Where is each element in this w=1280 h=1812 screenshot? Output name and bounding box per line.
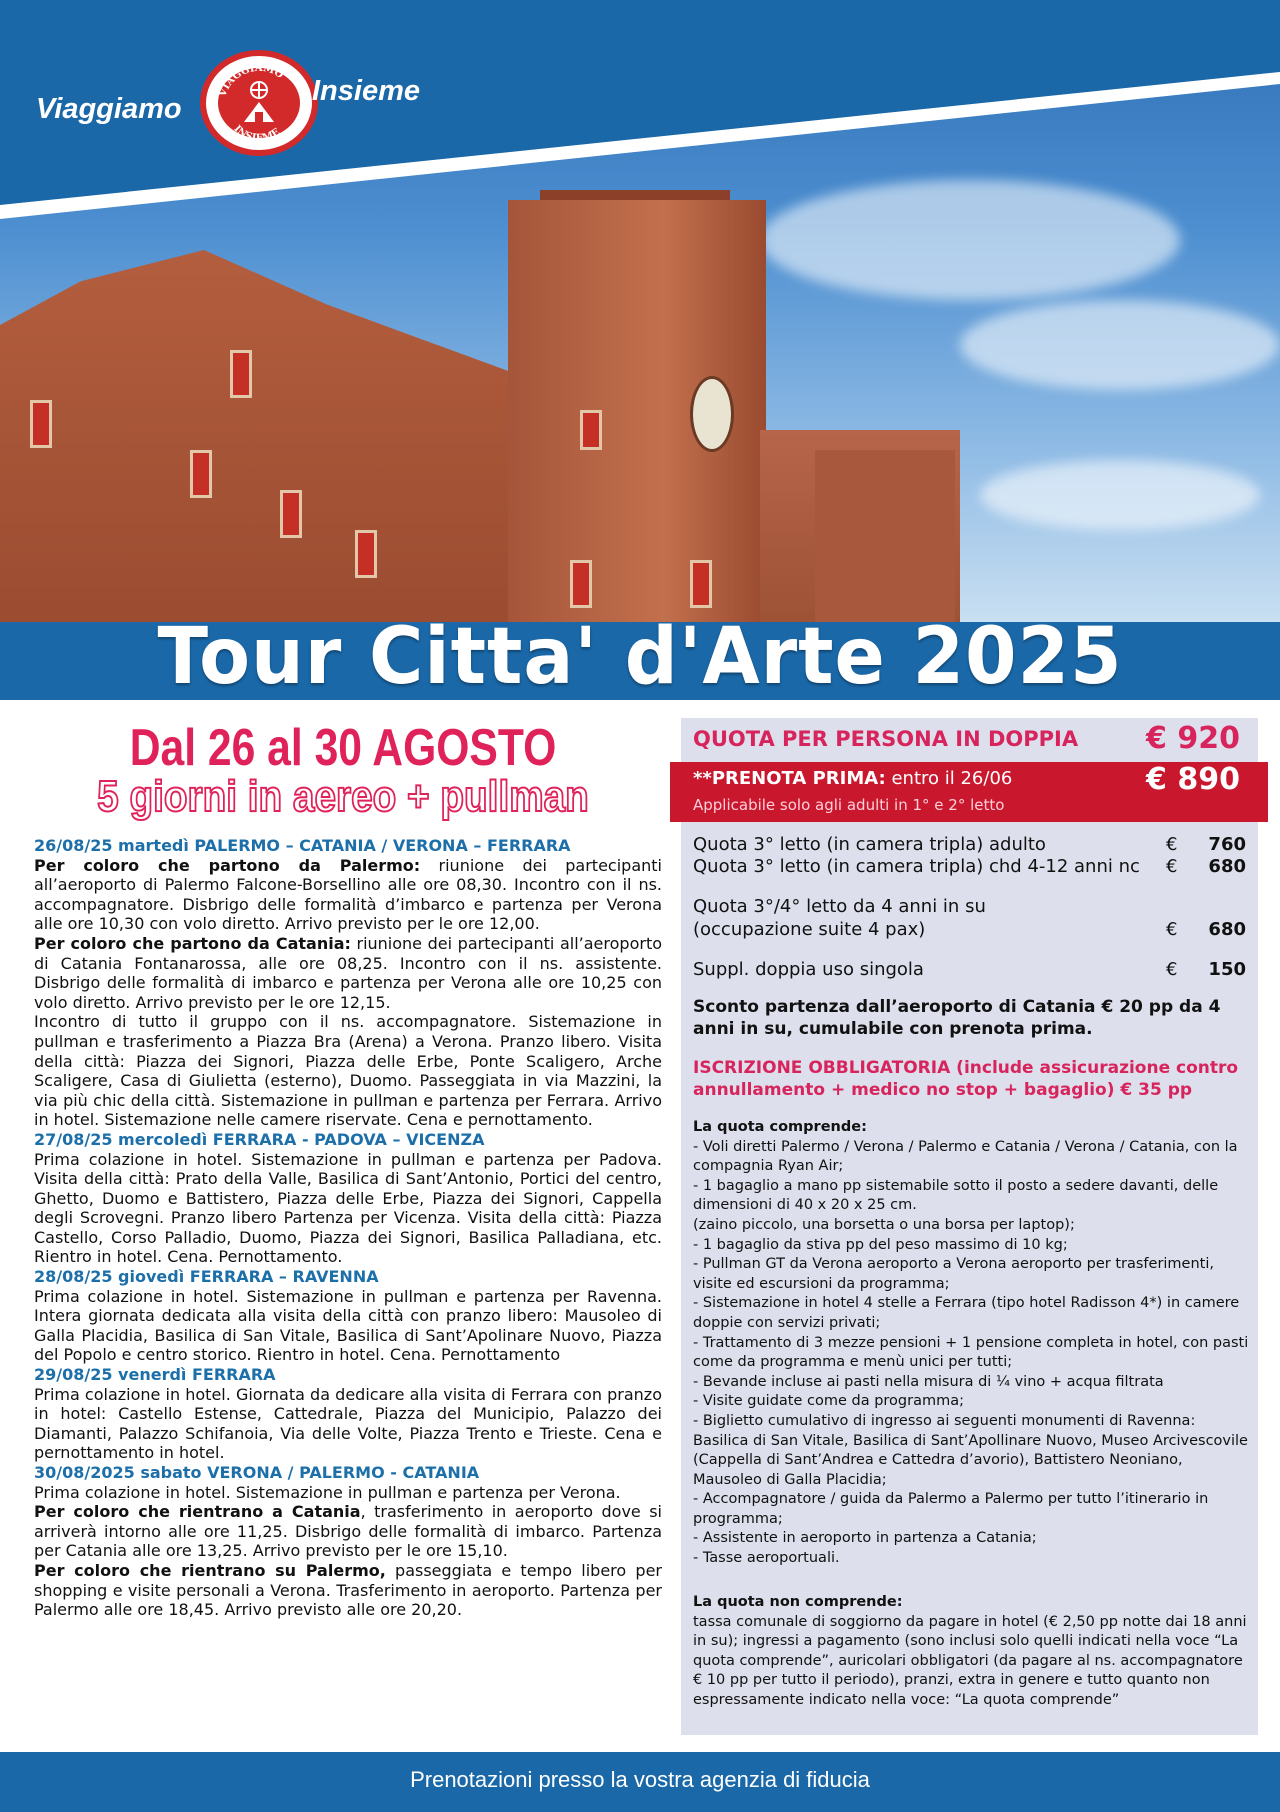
price-row-label: Quota 3° letto (in camera tripla) chd 4-12 anni nc	[693, 856, 1140, 877]
paragraph-lead: Per coloro che partono da Catania:	[34, 933, 351, 953]
paragraph-text: , trasferimento in aeroporto dove si arriverà intorno alle ore 11,25. Disbrigo delle formalità di imbarco. Partenza per Catania alle ore 13,25. Arrivo previsto per le ore 15,10.	[34, 1502, 663, 1561]
includes-item: (zaino piccolo, una borsetta o una borsa per laptop);	[693, 1216, 1075, 1233]
price-row-label: Quota 3°/4° letto da 4 anni in su	[693, 896, 986, 917]
paragraph-lead: Per coloro che rientrano su Palermo,	[34, 1560, 386, 1580]
includes-item: - Tasse aeroportuali.	[693, 1550, 840, 1567]
price-row-label: Quota 3° letto (in camera tripla) adulto	[693, 834, 1046, 855]
window	[570, 560, 592, 608]
day-heading: 30/08/2025 sabato VERONA / PALERMO - CATANIA	[34, 1463, 480, 1482]
includes-list	[693, 1118, 1253, 1569]
seal-bottom-text: INSIEME	[231, 123, 283, 145]
catania-discount: Sconto partenza dall’aeroporto di Catania € 20 pp da 4 anni in su, cumulabile con prenota prima.	[693, 997, 1221, 1039]
main-price-label: QUOTA PER PERSONA IN DOPPIA	[693, 727, 1079, 751]
itinerary	[34, 836, 662, 1620]
price-row-amount: 760	[1208, 834, 1246, 855]
price-row-amount: 680	[1208, 919, 1246, 940]
includes-item: - Assistente in aeroporto in partenza a Catania;	[693, 1530, 1037, 1547]
mandatory-registration: ISCRIZIONE OBBLIGATORIA (include assicurazione contro annullamento + medico no stop + bagaglio) € 35 pp	[693, 1058, 1239, 1100]
paragraph-text: Prima colazione in hotel. Sistemazione in pullman e partenza per Padova. Visita della città: Prato della Valle, Basilica di Sant’Antonio, Portici del centro, Ghetto, Duomo e Battistero, Piazza delle Erbe, Piazza dei Signori, Cappella degli Scrovegni. Pranzo libero Partenza per Vicenza. Visita della città: Piazza Castello, Corso Palladio, Duomo, Piazza dei Signori, Basilica Palladiana, etc. Rientro in hotel. Cena. Pernottamento.	[34, 1149, 662, 1267]
window	[580, 410, 602, 450]
window	[355, 530, 377, 578]
paragraph-text: passeggiata e tempo libero per shopping e visite personali a Verona. Trasferimento in aeroporto. Partenza per Palermo alle ore 18,45. Arrivo previsto alle ore 20,20.	[34, 1560, 662, 1620]
day-heading: 27/08/25 mercoledì FERRARA - PADOVA – VICENZA	[34, 1129, 485, 1149]
includes-item: - Voli diretti Palermo / Verona / Palermo e Catania / Verona / Catania, con la compagnia Ryan Air;	[693, 1138, 1238, 1175]
window	[190, 450, 212, 498]
price-row-currency: €	[1166, 856, 1178, 877]
page-title: Tour Citta' d'Arte 2025	[157, 612, 1123, 702]
price-row-currency: €	[1166, 959, 1178, 980]
includes-item: - 1 bagaglio da stiva pp del peso massimo di 10 kg;	[693, 1236, 1068, 1253]
tour-dates: Dal 26 al 30 AGOSTO	[129, 719, 557, 777]
price-row-label: Suppl. doppia uso singola	[693, 959, 924, 980]
window	[690, 560, 712, 608]
early-booking-note: Applicabile solo agli adulti in 1° e 2° letto	[693, 796, 1005, 814]
includes-item: - Pullman GT da Verona aeroporto a Verona aeroporto per trasferimenti, visite ed escursioni da programma;	[693, 1256, 1214, 1292]
seal-top-text: VIAGGIAMO	[217, 62, 286, 99]
logo-seal-art	[206, 56, 312, 150]
day-paragraph	[34, 1385, 662, 1463]
day-heading: 29/08/25 venerdì FERRARA	[34, 1365, 276, 1385]
day-paragraph	[34, 1502, 662, 1561]
excludes-heading: La quota non comprende:	[693, 1594, 903, 1610]
price-row-amount: 150	[1208, 959, 1246, 980]
price-row-label-2: (occupazione suite 4 pax)	[693, 919, 926, 940]
price-row-amount: 680	[1208, 856, 1246, 877]
price-row-currency: €	[1166, 834, 1178, 855]
paragraph-text: Prima colazione in hotel. Sistemazione in pullman e partenza per Verona.	[34, 1482, 621, 1502]
window	[280, 490, 302, 538]
clock-icon	[690, 376, 734, 452]
main-price: € 920	[1146, 721, 1240, 756]
early-booking-price: € 890	[1146, 762, 1240, 797]
day-paragraph	[34, 1150, 662, 1268]
price-row-currency: €	[1166, 919, 1178, 940]
day-heading: 26/08/25 martedì PALERMO – CATANIA / VERONA – FERRARA	[34, 836, 571, 855]
day-paragraph	[34, 1483, 662, 1503]
brand-logo-icon[interactable]	[200, 50, 318, 156]
early-booking-title: **PRENOTA PRIMA:	[693, 768, 886, 789]
includes-item: - Visite guidate come da programma;	[693, 1393, 964, 1410]
includes-item: - Trattamento di 3 mezze pensioni + 1 pensione completa in hotel, con pasti come da programma e menù unici per tutti;	[693, 1334, 1249, 1371]
paragraph-text: riunione dei partecipanti all’aeroporto di Catania Fontanarossa, alle ore 08,25. Incontro con il ns. assistente. Disbrigo delle formalità di imbarco e partenza per Verona alle ore 10,25 con volo diretto. Arrivo previsto per le ore 12,15.	[34, 933, 663, 1012]
cloud	[980, 460, 1260, 530]
excludes-block	[693, 1593, 1253, 1711]
cloud	[760, 180, 1180, 300]
paragraph-lead: Per coloro che partono da Palermo:	[34, 855, 421, 875]
includes-item: - 1 bagaglio a mano pp sistemabile sotto il posto a sedere davanti, delle dimensioni di 40 x 20 x 25 cm.	[693, 1177, 1219, 1214]
paragraph-text: Incontro di tutto il gruppo con il ns. accompagnatore. Sistemazione in pullman e trasferimento a Piazza Bra (Arena) a Verona. Pranzo libero. Visita della città: Piazza dei Signori, Piazza delle Erbe, Ponte Scaligero, Arche Scaligere, Casa di Giulietta (esterno), Duomo. Passeggiata in via Mazzini, la via più chic della città. Sistemazione in pullman e partenza per Ferrara. Arrivo in hotel. Sistemazione nelle camere riservate. Cena e pernottamento.	[34, 1012, 662, 1130]
brand-left: Viaggiamo	[36, 93, 182, 125]
tour-duration: 5 giorni in aereo + pullman	[97, 772, 589, 821]
early-booking-deadline: entro il 26/06	[885, 768, 1013, 789]
brand-right: Insieme	[312, 75, 420, 107]
includes-item: - Accompagnatore / guida da Palermo a Palermo per tutto l’itinerario in programma;	[693, 1491, 1209, 1527]
includes-item: - Bevande incluse ai pasti nella misura di ¼ vino + acqua filtrata	[693, 1373, 1164, 1390]
day-paragraph	[34, 1561, 662, 1620]
paragraph-lead: Per coloro che rientrano a Catania	[34, 1502, 361, 1522]
day-heading: 28/08/25 giovedì FERRARA – RAVENNA	[34, 1267, 379, 1287]
includes-item: - Sistemazione in hotel 4 stelle a Ferrara (tipo hotel Radisson 4*) in camere doppie con servizi privati;	[693, 1295, 1240, 1331]
day-paragraph	[34, 1012, 662, 1130]
includes-item: - Biglietto cumulativo di ingresso ai seguenti monumenti di Ravenna: Basilica di San Vitale, Basilica di Sant’Apollinare Nuovo, Museo Arcivescovile (Cappella di Sant’Andrea e Cattedra d’avorio), Battistero Neoniano, Mausoleo di Galla Placidia;	[693, 1412, 1248, 1488]
window	[30, 400, 52, 448]
paragraph-text: riunione dei partecipanti all’aeroporto di Palermo Falcone-Borsellino alle ore 08,30. Incontro con il ns. accompagnatore. Disbrigo delle formalità d’imbarco e partenza per Verona alle ore 10,30 con volo diretto. Arrivo previsto per le ore 12,00.	[34, 855, 662, 934]
paragraph-text: Prima colazione in hotel. Sistemazione in pullman e partenza per Ravenna. Intera giornata dedicata alla visita della città con pranzo libero: Mausoleo di Galla Placidia, Basilica di San Vitale, Basilica di Sant’Apolinare Nuovo, Piazza del Popolo e centro storico. Rientro in hotel. Cena. Pernottamento	[34, 1286, 662, 1365]
day-paragraph	[34, 1287, 662, 1365]
day-paragraph	[34, 856, 662, 934]
excludes-text: tassa comunale di soggiorno da pagare in hotel (€ 2,50 pp notte dai 18 anni in su); ingressi a pagamento (sono inclusi solo quelli indicati nella voce “La quota comprende”, auricolari obbligatori (da pagare al ns. accompagnatore € 10 pp per tutto il periodo), pranzi, extra in genere e tutto quanto non espressamente indicato nella voce: “La quota comprende”	[693, 1613, 1247, 1708]
includes-heading: La quota comprende:	[693, 1119, 867, 1135]
paragraph-text: Prima colazione in hotel. Giornata da dedicare alla visita di Ferrara con pranzo in hotel: Castello Estense, Cattedrale, Piazza del Municipio, Palazzo dei Diamanti, Palazzo Schifanoia, Via delle Volte, Piazza Trento e Trieste. Cena e pernottamento in hotel.	[34, 1384, 662, 1463]
footer-bar: Prenotazioni presso la vostra agenzia di fiducia	[0, 1752, 1280, 1812]
cloud	[960, 300, 1280, 390]
day-paragraph	[34, 934, 662, 1012]
early-booking-label	[693, 768, 1012, 789]
window	[230, 350, 252, 398]
